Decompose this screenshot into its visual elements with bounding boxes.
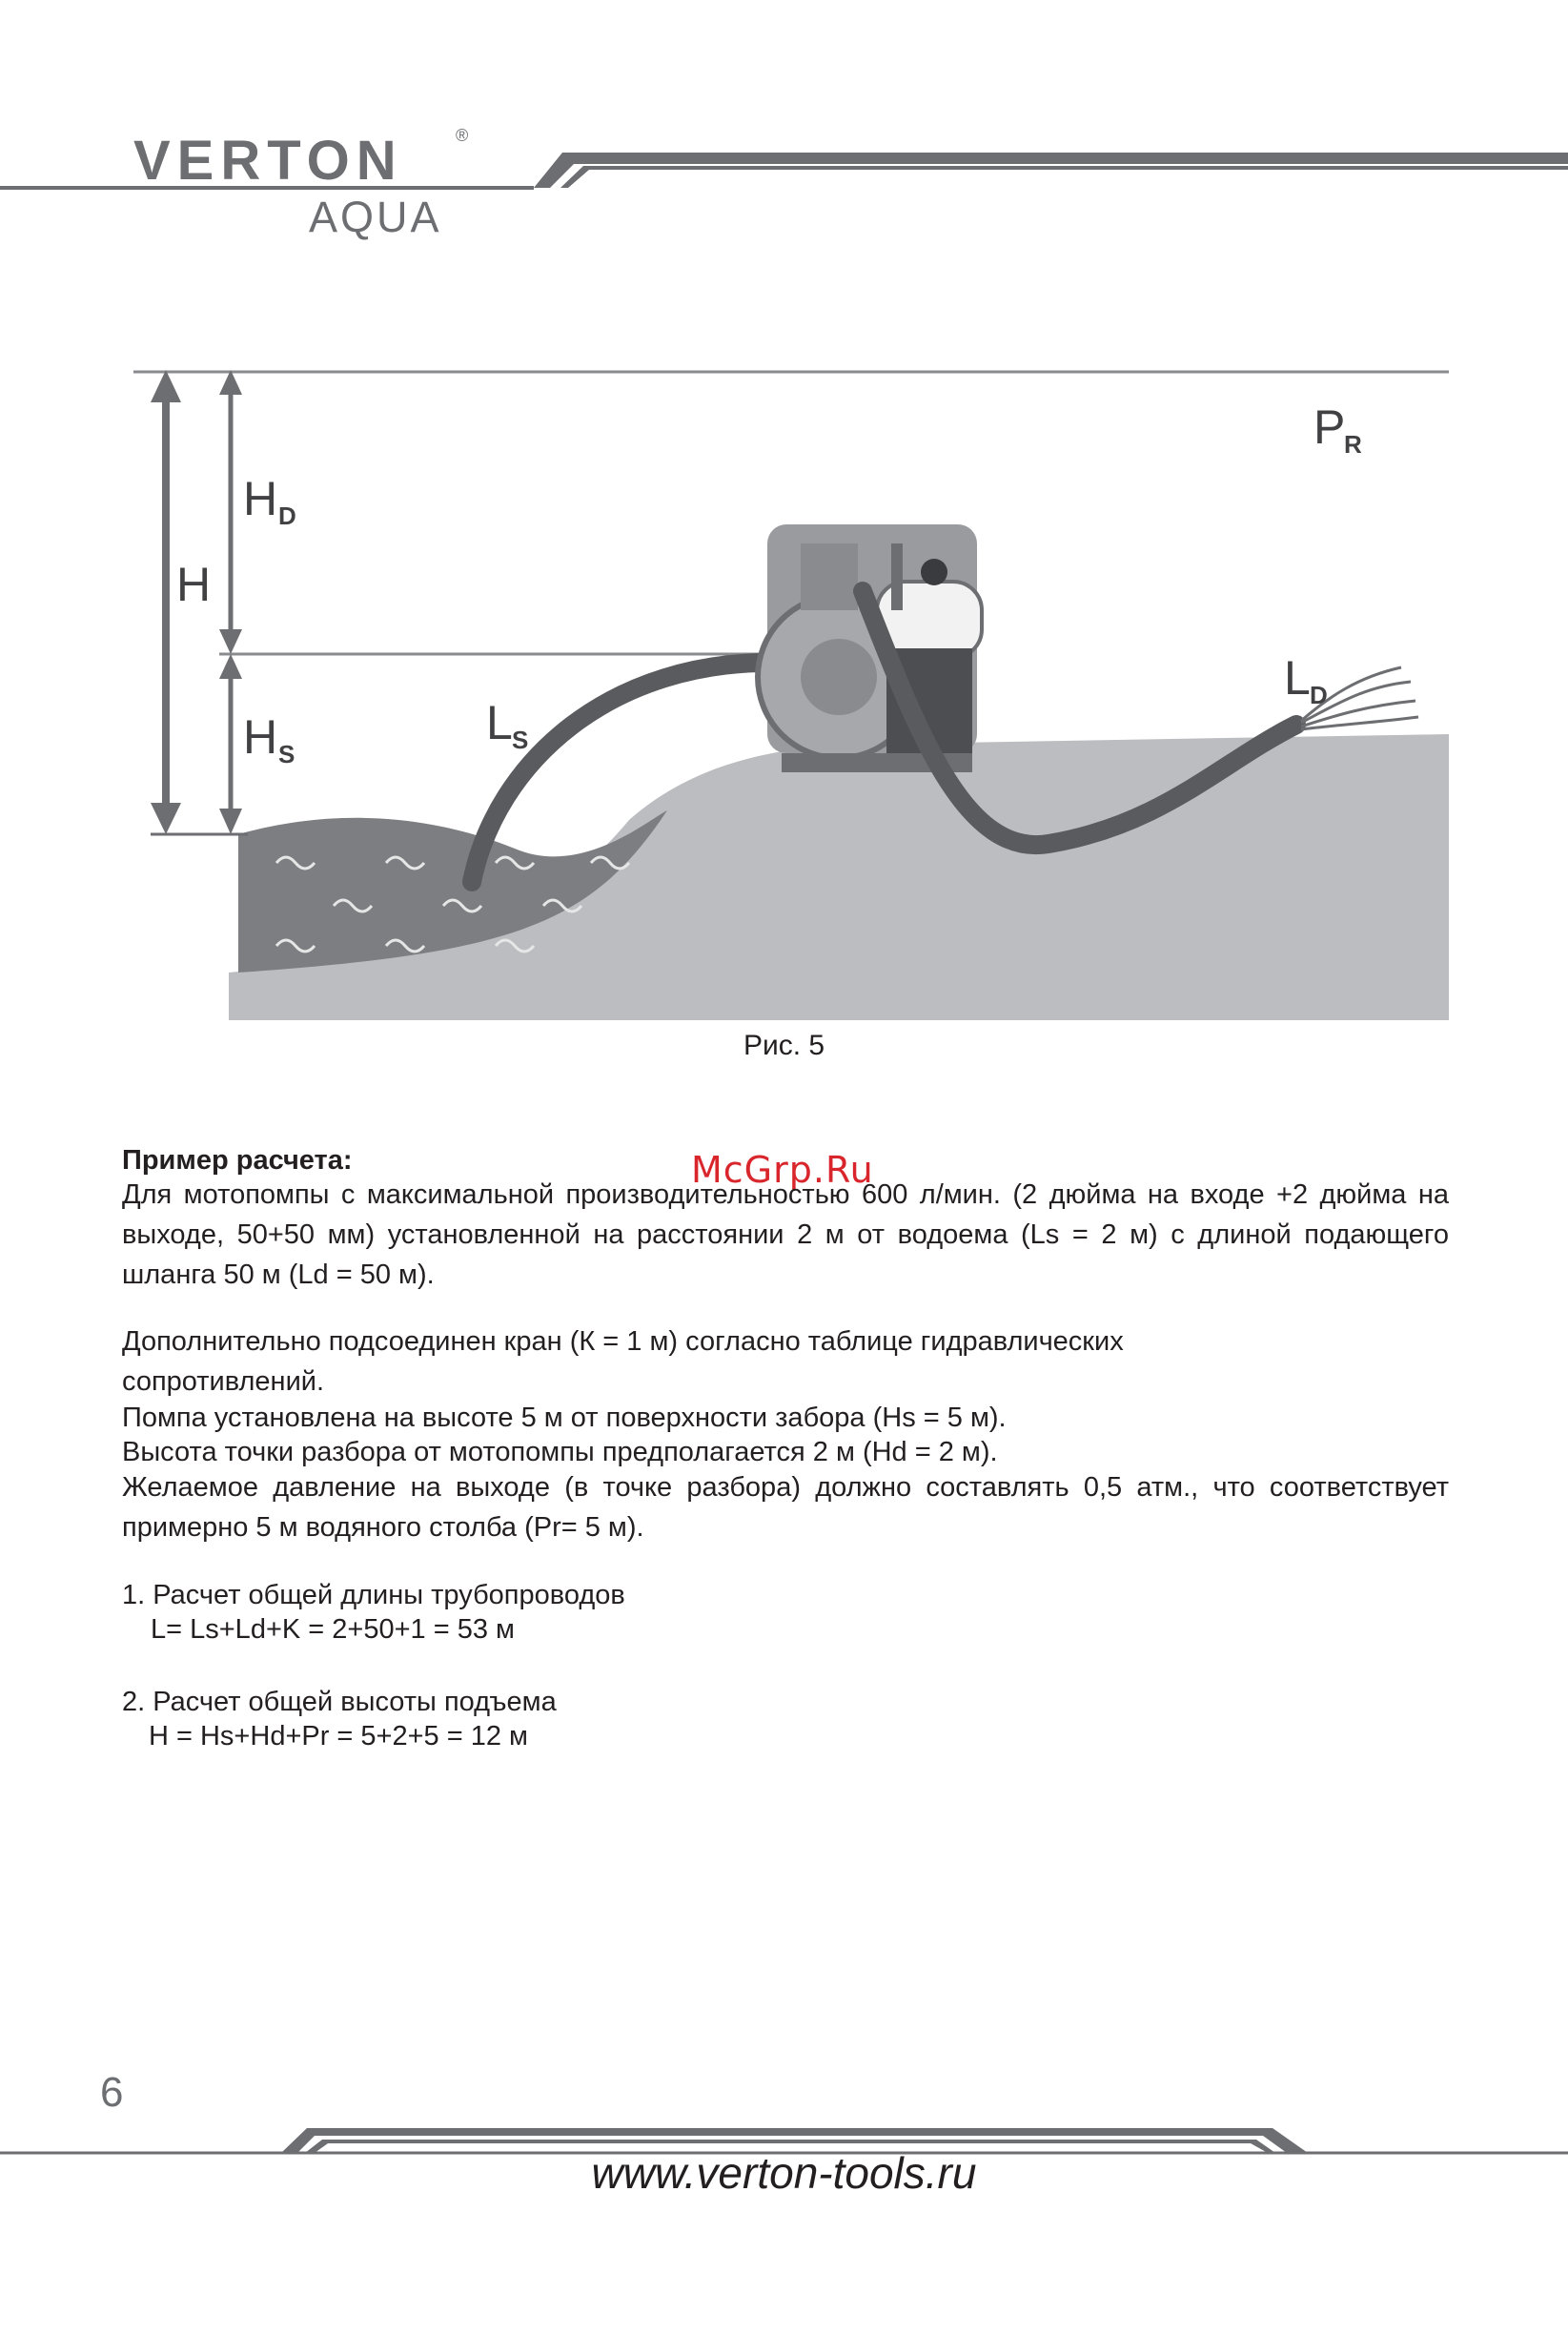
paragraph-hd: Высота точки разбора от мотопомпы предполагается 2 м (Hd = 2 м). [122,1437,998,1467]
label-pr: P [1313,400,1346,454]
paragraph-pressure: Желаемое давление на выходе (в точке разбора) должно составлять 0,5 атм., что соответствует примерно 5 м водяного столба (Pr= 5 м). [122,1472,1449,1543]
watermark: McGrp.Ru [691,1149,874,1191]
step1-formula: L= Ls+Ld+K = 2+50+1 = 53 м [151,1614,515,1645]
pump-installation-diagram [133,362,1451,1020]
paragraph-pump-spec: Для мотопомпы с максимальной производительностью 600 л/мин. (2 дюйма на входе +2 дюйма на выходе, 50+50 мм) установленной на расстоянии 2 м от водоема (Ls = 2 м) с длиной подающего шланга 50 м (Ld = 50 м). [122,1179,1449,1290]
label-ls-sub: S [512,726,529,754]
registered-mark: ® [456,126,469,145]
label-h: H [176,558,212,611]
label-hs: H [243,710,278,764]
paragraph-valve: Дополнительно подсоединен кран (К = 1 м) согласно таблице гидравлических сопротивлений. [122,1326,1124,1397]
hd-arrow [219,370,242,654]
hs-arrow [219,654,242,834]
label-pr-sub: R [1344,430,1362,459]
page-number: 6 [100,2069,124,2116]
paragraph-hs: Помпа установлена на высоте 5 м от поверхности забора (Hs = 5 м). [122,1403,1007,1433]
brand-sub-logo-text: AQUA [309,193,442,241]
figure-caption: Рис. 5 [743,1030,825,1061]
label-ls: L [486,696,513,749]
label-hd: H [243,472,278,525]
brand-logo-text: VERTON [133,130,403,192]
motor-pump-icon [758,524,982,772]
label-ld-sub: D [1310,681,1328,709]
example-title: Пример расчета: [122,1145,353,1176]
label-hs-sub: S [278,740,295,768]
step2-formula: H = Hs+Hd+Pr = 5+2+5 = 12 м [149,1721,528,1751]
label-hd-sub: D [278,502,296,530]
step1-title: 1. Расчет общей длины трубопроводов [122,1580,625,1610]
step2-title: 2. Расчет общей высоты подъема [122,1687,557,1717]
label-ld: L [1284,651,1311,705]
footer-website-url: www.verton-tools.ru [591,2148,977,2198]
